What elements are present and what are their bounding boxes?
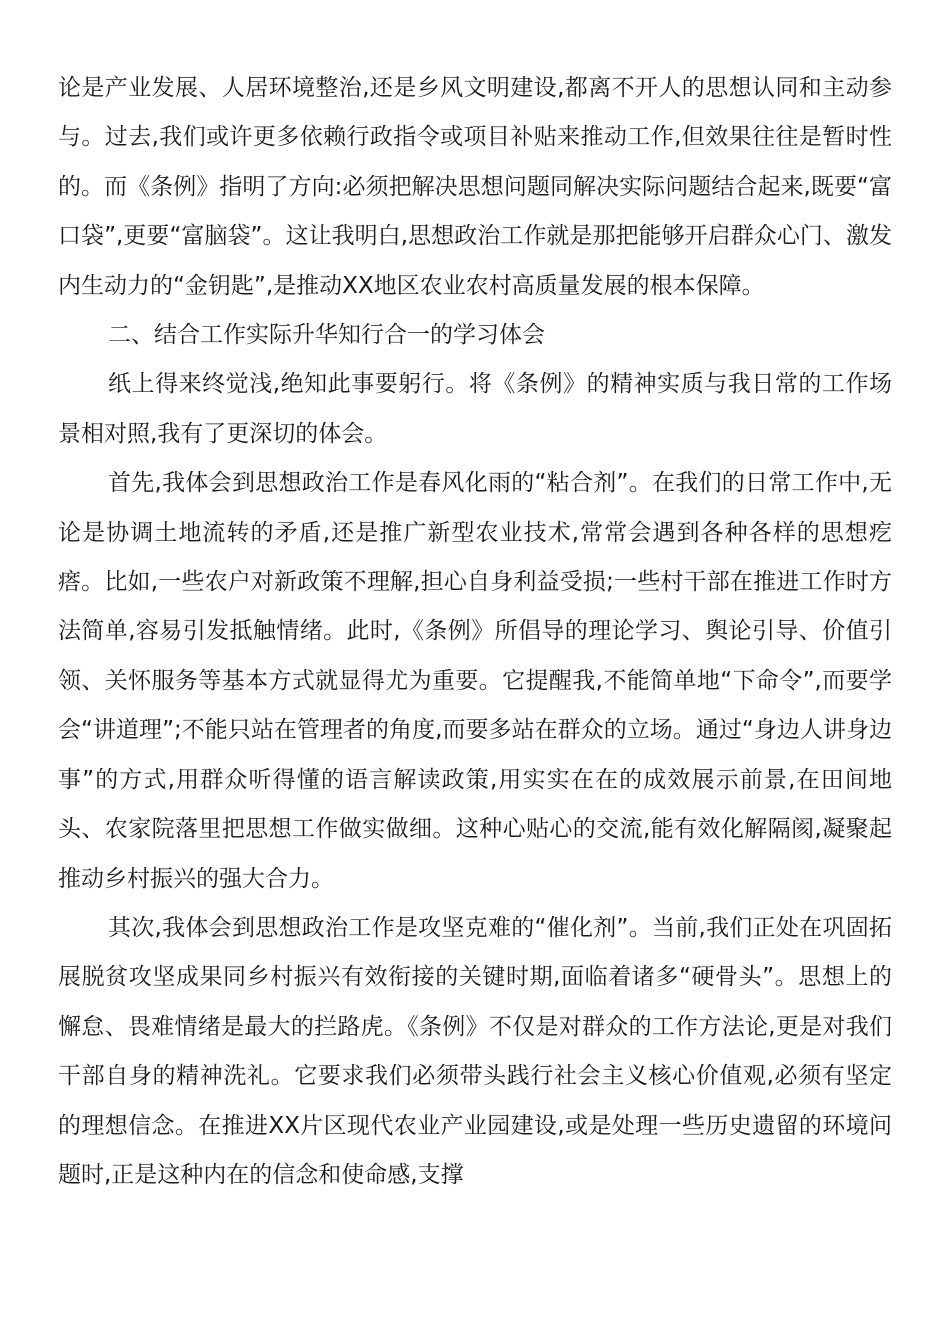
paragraph: 纸上得来终觉浅,绝知此事要躬行。将《条例》的精神实质与我日常的工作场景相对照,我有了更深切的体会。: [58, 371, 892, 447]
section-heading: 二、结合工作实际升华知行合一的学习体会: [108, 322, 545, 349]
paragraph-continuation: 论是产业发展、人居环境整治,还是乡风文明建设,都离不开人的思想认同和主动参与。过去,我们或许更多依赖行政指令或项目补贴来推动工作,但效果往往是暂时性的。而《条例》指明了方向:必须把解决思想问题同解决实际问题结合起来,既要“富口袋”,更要“富脑袋”。这让我明白,思想政治工作就是那把能够开启群众心门、激发内生动力的“金钥匙”,是推动XX地区农业农村高质量发展的根本保障。: [58, 75, 892, 299]
paragraph: 其次,我体会到思想政治工作是攻坚克难的“催化剂”。当前,我们正处在巩固拓展脱贫攻坚成果同乡村振兴有效衔接的关键时期,面临着诸多“硬骨头”。思想上的懈怠、畏难情绪是最大的拦路虎。《条例》不仅是对群众的工作方法论,更是对我们干部自身的精神洗礼。它要求我们必须带头践行社会主义核心价值观,必须有坚定的理想信念。在推进XX片区现代农业产业园建设,或是处理一些历史遗留的环境问题时,正是这种内在的信念和使命感,支撑: [58, 914, 892, 1188]
paragraph: 首先,我体会到思想政治工作是春风化雨的“粘合剂”。在我们的日常工作中,无论是协调土地流转的矛盾,还是推广新型农业技术,常常会遇到各种各样的思想疙瘩。比如,一些农户对新政策不理解,担心自身利益受损;一些村干部在推进工作时方法简单,容易引发抵触情绪。此时,《条例》所倡导的理论学习、舆论引导、价值引领、关怀服务等基本方式就显得尤为重要。它提醒我,不能简单地“下命令”,而要学会“讲道理”;不能只站在管理者的角度,而要多站在群众的立场。通过“身边人讲身边事”的方式,用群众听得懂的语言解读政策,用实实在在的成效展示前景,在田间地头、农家院落里把思想工作做实做细。这种心贴心的交流,能有效化解隔阂,凝聚起推动乡村振兴的强大合力。: [58, 470, 892, 892]
document-body: [58, 64, 892, 1200]
